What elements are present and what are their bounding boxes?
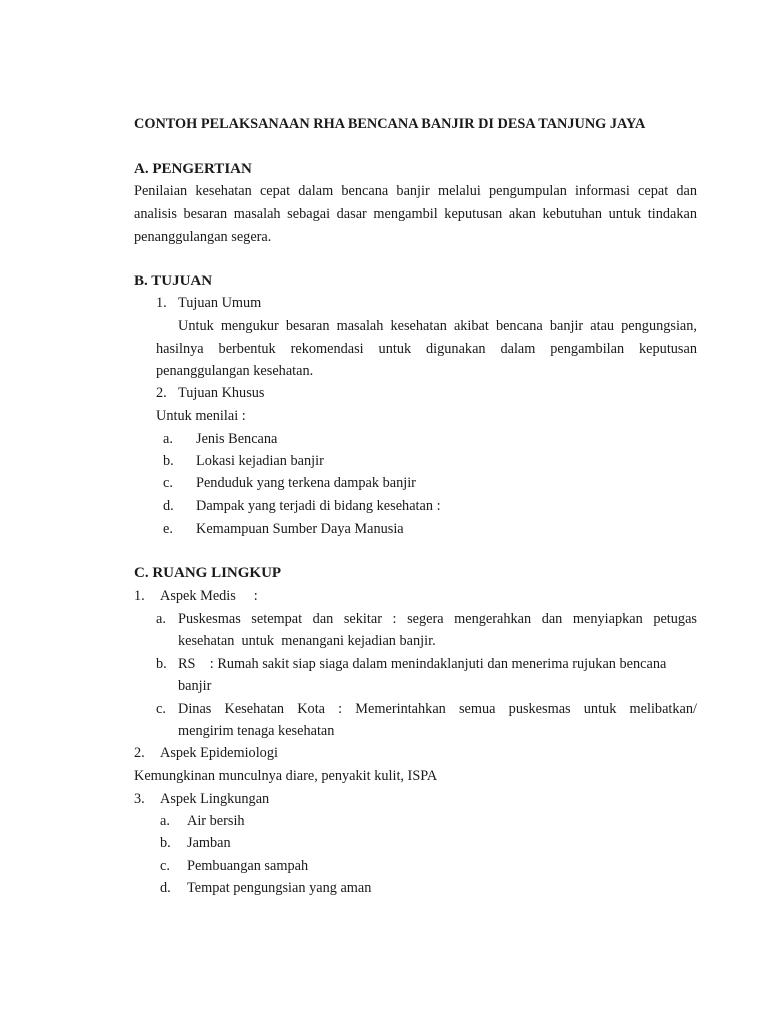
tujuan-khusus-intro: Untuk menilai :	[156, 408, 246, 424]
tujuan-umum-label: Tujuan Umum	[178, 295, 262, 311]
list-item-marker: e.	[163, 521, 173, 537]
section-c-heading: C. RUANG LINGKUP	[134, 565, 282, 581]
list-item-text: Kemampuan Sumber Daya Manusia	[196, 521, 404, 537]
list-item-marker: a.	[160, 813, 170, 829]
list-item-text: Air bersih	[187, 813, 245, 829]
tujuan-umum-number: 1.	[156, 295, 167, 311]
tujuan-umum-line-1: Untuk mengukur besaran masalah kesehatan akibat bencana banjir atau pengungsian,	[178, 318, 697, 334]
tujuan-khusus-label: Tujuan Khusus	[178, 385, 265, 401]
list-item-text: Tempat pengungsian yang aman	[187, 880, 372, 896]
list-item-text: Jamban	[187, 835, 231, 851]
section-a-line-3: penanggulangan segera.	[134, 229, 272, 245]
tujuan-umum-line-2: hasilnya berbentuk rekomendasi untuk digunakan dalam pengambilan keputusan	[156, 341, 697, 357]
medis-item-c-line-2: mengirim tenaga kesehatan	[178, 723, 335, 739]
aspek-medis-number: 1.	[134, 588, 145, 604]
tujuan-khusus-number: 2.	[156, 385, 167, 401]
aspek-lingkungan-number: 3.	[134, 791, 145, 807]
section-b-heading: B. TUJUAN	[134, 273, 213, 289]
aspek-lingkungan-label: Aspek Lingkungan	[160, 791, 270, 807]
tujuan-umum-line-3: penanggulangan kesehatan.	[156, 363, 314, 379]
medis-item-a-line-1: Puskesmas setempat dan sekitar : segera mengerahkan dan menyiapkan petugas	[178, 611, 697, 627]
aspek-epidemiologi-label: Aspek Epidemiologi	[160, 745, 278, 761]
list-item-marker: c.	[163, 475, 173, 491]
list-item-marker: d.	[160, 880, 171, 896]
medis-item-a-line-2: kesehatan untuk menangani kejadian banjir.	[178, 633, 436, 649]
medis-item-b-line-2: banjir	[178, 678, 212, 694]
medis-item-c-line-1: Dinas Kesehatan Kota : Memerintahkan semua puskesmas untuk melibatkan/	[178, 701, 697, 717]
list-item-marker: b.	[156, 656, 167, 672]
aspek-medis-label: Aspek Medis :	[160, 588, 258, 604]
list-item-text: Pembuangan sampah	[187, 858, 309, 874]
list-item-marker: b.	[160, 835, 171, 851]
list-item-marker: a.	[156, 611, 166, 627]
list-item-text: Penduduk yang terkena dampak banjir	[196, 475, 416, 491]
aspek-epidemiologi-text: Kemungkinan munculnya diare, penyakit kulit, ISPA	[134, 768, 438, 784]
list-item-text: Dampak yang terjadi di bidang kesehatan :	[196, 498, 441, 514]
aspek-epidemiologi-number: 2.	[134, 745, 145, 761]
list-item-text: Jenis Bencana	[196, 431, 278, 447]
section-a-line-2: analisis besaran masalah sebagai dasar mengambil keputusan akan kebutuhan untuk tindakan	[134, 206, 697, 222]
list-item-marker: c.	[160, 858, 170, 874]
list-item-marker: b.	[163, 453, 174, 469]
list-item-marker: a.	[163, 431, 173, 447]
list-item-marker: d.	[163, 498, 174, 514]
medis-item-b-line-1: RS : Rumah sakit siap siaga dalam menindaklanjuti dan menerima rujukan bencana	[178, 656, 667, 672]
section-a-heading: A. PENGERTIAN	[134, 161, 252, 177]
list-item-text: Lokasi kejadian banjir	[196, 453, 324, 469]
list-item-marker: c.	[156, 701, 166, 717]
section-a-line-1: Penilaian kesehatan cepat dalam bencana banjir melalui pengumpulan informasi cepat dan	[134, 183, 697, 199]
document-title: CONTOH PELAKSANAAN RHA BENCANA BANJIR DI DESA TANJUNG JAYA	[134, 116, 646, 132]
